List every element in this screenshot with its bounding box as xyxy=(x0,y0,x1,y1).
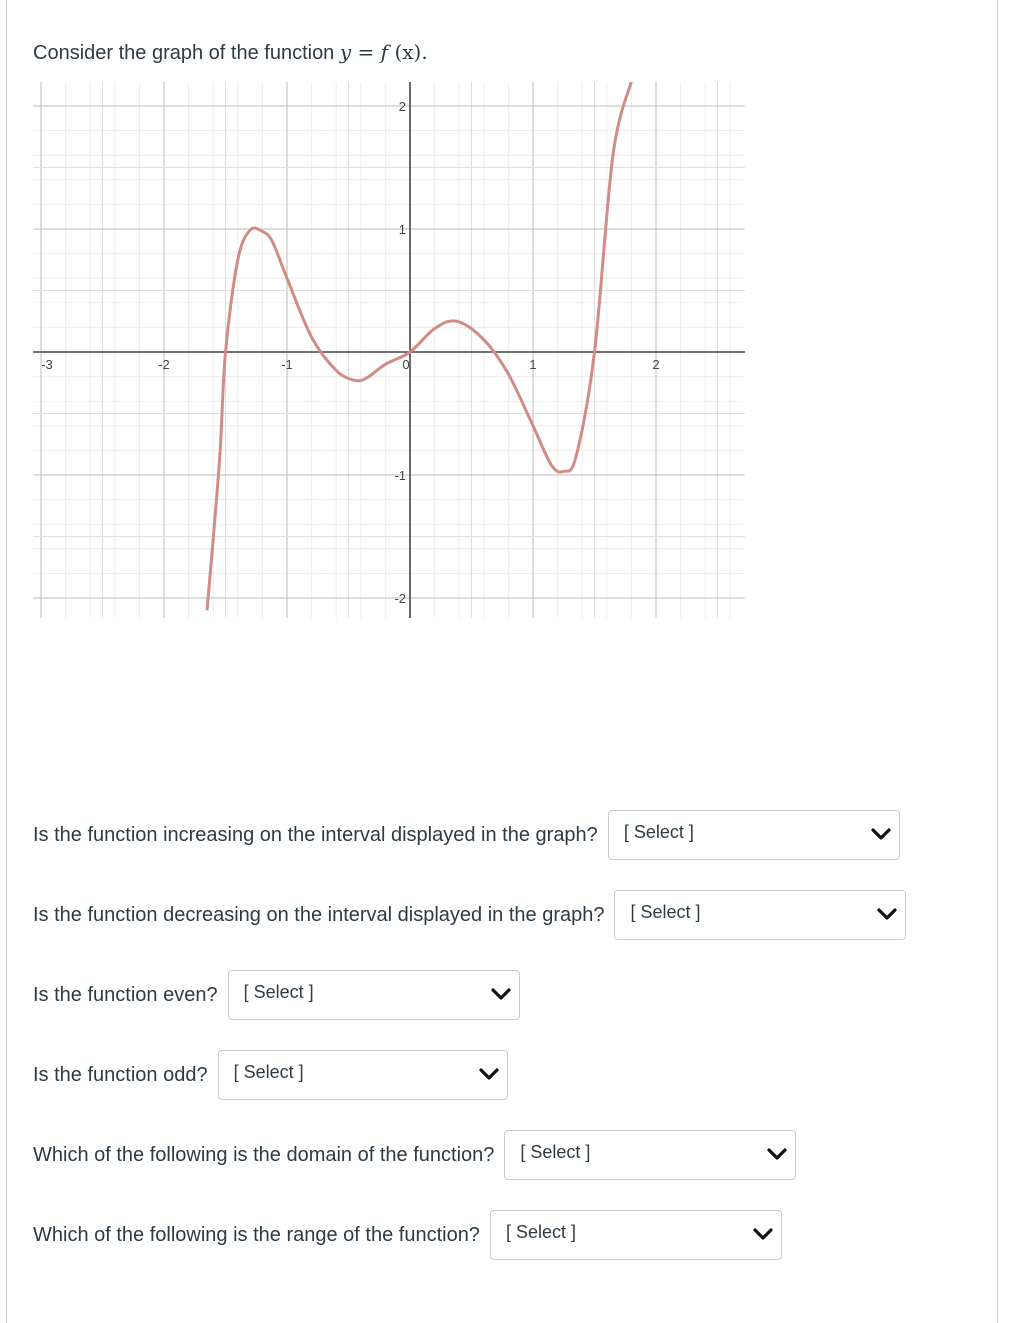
question-odd-text: Is the function odd? xyxy=(33,1063,208,1086)
even-select-value: [ Select ] xyxy=(243,981,314,1002)
x-tick-label: -1 xyxy=(281,357,293,372)
chevron-down-icon xyxy=(479,1067,499,1081)
domain-select-value: [ Select ] xyxy=(520,1141,591,1162)
math-variable: y xyxy=(339,40,352,64)
chevron-down-icon xyxy=(767,1147,787,1161)
question-even xyxy=(33,970,520,1020)
math-equals: = xyxy=(357,40,375,64)
range-select-value: [ Select ] xyxy=(505,1221,576,1242)
chevron-down-icon xyxy=(491,987,511,1001)
decreasing-select-value: [ Select ] xyxy=(630,901,701,922)
odd-select[interactable] xyxy=(218,1050,508,1100)
y-tick-label: -2 xyxy=(394,591,406,606)
increasing-select[interactable] xyxy=(608,810,900,860)
grid-minor-lines xyxy=(33,82,745,618)
question-domain xyxy=(33,1130,796,1180)
y-tick-label: -1 xyxy=(394,468,406,483)
y-tick-label: 2 xyxy=(398,99,406,114)
question-decreasing-text: Is the function decreasing on the interval displayed in the graph? xyxy=(33,903,605,926)
prompt-text: Consider the graph of the function xyxy=(33,42,335,64)
chevron-down-icon xyxy=(871,827,891,841)
question-domain-text: Which of the following is the domain of the function? xyxy=(33,1143,495,1166)
domain-select[interactable] xyxy=(504,1130,796,1180)
decreasing-select[interactable] xyxy=(614,890,906,940)
question-decreasing xyxy=(33,890,906,940)
math-argument: (x). xyxy=(394,40,428,64)
question-odd xyxy=(33,1050,508,1100)
x-tick-label: 2 xyxy=(652,357,660,372)
question-increasing-text: Is the function increasing on the interval displayed in the graph? xyxy=(33,823,598,846)
x-tick-label: -3 xyxy=(41,357,53,372)
question-even-text: Is the function even? xyxy=(33,983,218,1006)
function-curve xyxy=(207,81,631,610)
y-tick-label: 1 xyxy=(398,222,406,237)
function-graph xyxy=(0,0,1015,640)
question-range xyxy=(33,1210,782,1260)
range-select[interactable] xyxy=(490,1210,782,1260)
math-function: f xyxy=(380,40,389,64)
x-tick-label: 1 xyxy=(529,357,537,372)
x-tick-label: 0 xyxy=(402,357,410,372)
x-tick-label: -2 xyxy=(158,357,170,372)
increasing-select-value: [ Select ] xyxy=(623,821,694,842)
odd-select-value: [ Select ] xyxy=(233,1061,304,1082)
curve-series-line xyxy=(207,81,631,610)
question-increasing xyxy=(33,810,900,860)
chevron-down-icon xyxy=(877,907,897,921)
chevron-down-icon xyxy=(753,1227,773,1241)
even-select[interactable] xyxy=(228,970,520,1020)
question-range-text: Which of the following is the range of the function? xyxy=(33,1223,480,1246)
